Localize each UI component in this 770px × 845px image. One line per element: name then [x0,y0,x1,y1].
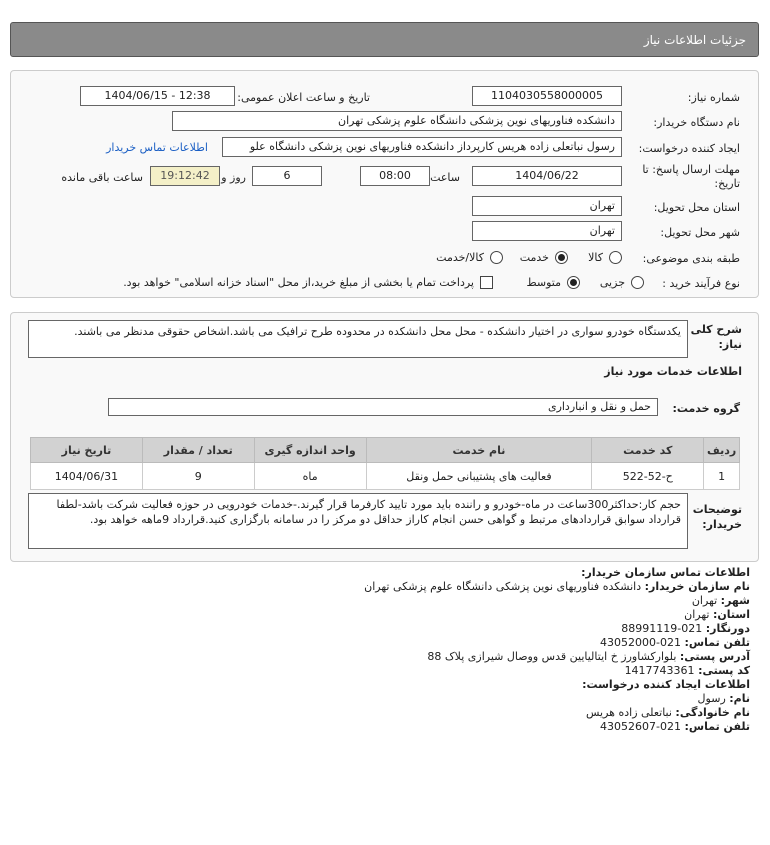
city-label: شهر محل تحویل: [660,226,740,239]
creator-name: نام: رسول [697,692,750,705]
days-field: 6 [252,166,322,186]
contact-org: نام سازمان خریدار: دانشکده فناوریهای نوین پزشکی دانشگاه علوم پزشکی تهران [364,580,750,593]
process-radio-medium[interactable] [567,276,580,289]
province-label: استان محل تحویل: [653,201,740,214]
buyer-notes-label: توضیحات [692,503,742,516]
cell-code: ح-52-522 [592,463,704,490]
col-qty: تعداد / مقدار [142,438,254,463]
announce-field: 1404/06/15 - 12:38 [80,86,235,106]
col-unit: واحد اندازه گیری [254,438,366,463]
contact-city: شهر: تهران [691,594,750,607]
category-option-service: خدمت [519,251,549,264]
need-info-panel [10,70,759,298]
creator-phone: تلفن تماس: 021-43052607 [600,720,750,733]
province-field: تهران [472,196,622,216]
services-table [30,437,740,490]
summary-text: یکدستگاه خودرو سواری در اختیار دانشکده - محل محل دانشکده در محدوده طرح ترافیک می باشد.اشخاص حقوقی مدنظر می باشند. [28,320,688,358]
services-title: اطلاعات خدمات مورد نیاز [604,365,742,378]
cell-name: فعالیت های پشتیبانی حمل ونقل [366,463,592,490]
buyer-org-label: نام دستگاه خریدار: [653,116,740,129]
process-label: نوع فرآیند خرید : [662,277,740,290]
creator-field: رسول نباتعلی زاده هریس کارپرداز دانشکده فناوریهای نوین پزشکی دانشگاه علو [222,137,622,157]
page-header [10,22,759,57]
time-label: ساعت [430,171,460,184]
contact-province: استان: تهران [684,608,750,621]
category-option-goods-service: کالا/خدمت [436,251,484,264]
creator-family: نام خانوادگی: نباتعلی زاده هریس [586,706,750,719]
cell-unit: ماه [254,463,366,490]
contact-title: اطلاعات تماس سازمان خریدار: [581,566,750,579]
buyer-notes-text: حجم کار:حداکثر300ساعت در ماه-خودرو و راننده باید مورد تایید کارفرما قرار گیرند.-خدمات خودرویی در حوزه فعالیت شرکت باشد-لطفا قرارداد سوابق قراردادهای مرتبط و گواهی حسن انجام کاراز حداقل دو مرکز را در سامانه بارگزاری کنید.قرارداد 9ماهه خواهد بود. [28,493,688,549]
contact-postal: کد پستی: 1417743361 [624,664,750,677]
announce-label: تاریخ و ساعت اعلان عمومی: [237,91,370,104]
service-group-field: حمل و نقل و انبارداری [108,398,658,416]
col-code: کد خدمت [592,438,704,463]
treasury-checkbox[interactable] [480,276,493,289]
deadline-date-field: 1404/06/22 [472,166,622,186]
deadline-label-date: تاریخ: [714,177,740,190]
col-name: نام خدمت [366,438,592,463]
table-header-row [31,438,740,463]
remaining-label: ساعت باقی مانده [61,171,143,184]
col-row: ردیف [704,438,740,463]
process-option-minor: جزیی [599,276,625,289]
category-option-goods: کالا [588,251,603,264]
category-radio-goods[interactable] [609,251,622,264]
deadline-label: مهلت ارسال پاسخ: تا [642,163,740,176]
table-row [31,463,740,490]
cell-date: 1404/06/31 [31,463,143,490]
buyer-contact-link[interactable]: اطلاعات تماس خریدار [106,141,208,154]
city-field: تهران [472,221,622,241]
treasury-text: پرداخت تمام یا بخشی از مبلغ خرید،از محل "اسناد خزانه اسلامی" خواهد بود. [123,276,474,289]
remaining-time-field: 19:12:42 [150,166,220,186]
summary-label: شرح کلی [690,323,742,336]
contact-fax: دورنگار: 021-88991119 [621,622,750,635]
contact-address: آدرس پستی: بلوارکشاورز خ ایتالیایین قدس ووصال شیرازی پلاک 88 [427,650,750,663]
process-option-medium: متوسط [526,276,561,289]
service-group-label: گروه خدمت: [672,402,740,415]
contact-phone: تلفن تماس: 021-43052000 [600,636,750,649]
summary-label-2: نیاز: [718,338,742,351]
buyer-org-field: دانشکده فناوریهای نوین پزشکی دانشگاه علوم پزشکی تهران [172,111,622,131]
buyer-notes-label-2: خریدار: [702,518,742,531]
need-number-field: 1104030558000005 [472,86,622,106]
cell-row: 1 [704,463,740,490]
deadline-time-field: 08:00 [360,166,430,186]
process-radio-minor[interactable] [631,276,644,289]
category-radio-service[interactable] [555,251,568,264]
col-date: تاریخ نیاز [31,438,143,463]
days-label: روز و [221,171,246,184]
need-number-label: شماره نیاز: [687,91,740,104]
creator-label: ایجاد کننده درخواست: [638,142,740,155]
page-title: جزئیات اطلاعات نیاز [643,33,746,47]
creator-title: اطلاعات ایجاد کننده درخواست: [582,678,750,691]
category-radio-goods-service[interactable] [490,251,503,264]
cell-qty: 9 [142,463,254,490]
category-label: طبقه بندی موضوعی: [642,252,740,265]
